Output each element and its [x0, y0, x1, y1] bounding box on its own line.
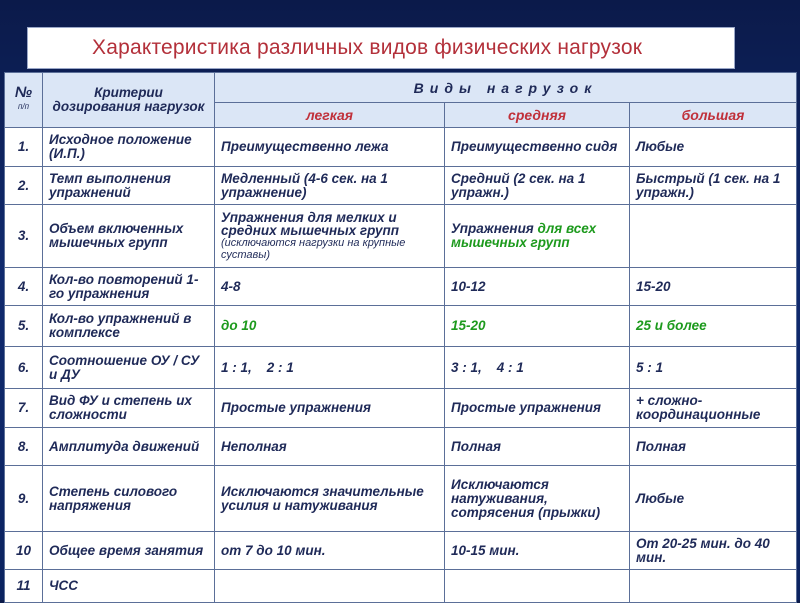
row-number: 1.	[5, 128, 43, 167]
row-heavy: 5 : 1	[630, 347, 797, 389]
row-criterion: Амплитуда движений	[43, 428, 215, 466]
row-light: Исключаются значительные усилия и натуживания	[215, 466, 445, 532]
row-medium: 15-20	[445, 306, 630, 347]
row-number: 5.	[5, 306, 43, 347]
row-number: 4.	[5, 268, 43, 306]
row-light: Простые упражнения	[215, 389, 445, 428]
row-medium-green: для всех мышечных групп	[451, 221, 597, 250]
row-heavy	[630, 570, 797, 603]
row-criterion: Кол-во повторений 1-го упражнения	[43, 268, 215, 306]
row-number: 8.	[5, 428, 43, 466]
table-row	[5, 466, 797, 532]
table-row	[5, 205, 797, 268]
row-criterion: Кол-во упражнений в комплексе	[43, 306, 215, 347]
row-medium: 10-15 мин.	[445, 532, 630, 570]
row-light	[215, 570, 445, 603]
row-heavy: Полная	[630, 428, 797, 466]
table-row	[5, 428, 797, 466]
row-medium: 3 : 1, 4 : 1	[445, 347, 630, 389]
row-light: Преимущественно лежа	[215, 128, 445, 167]
table-row	[5, 570, 797, 603]
row-number: 3.	[5, 205, 43, 268]
row-medium	[445, 570, 630, 603]
row-criterion: Степень силового напряжения	[43, 466, 215, 532]
table-row	[5, 306, 797, 347]
header-type-medium: средняя	[445, 103, 630, 128]
row-light-main: Упражнения для мелких и средних мышечных групп	[221, 210, 400, 238]
table-row	[5, 128, 797, 167]
row-heavy: + сложно-координационные	[630, 389, 797, 428]
row-medium: Исключаются натуживания, сотрясения (прыжки)	[445, 466, 630, 532]
row-medium: Полная	[445, 428, 630, 466]
row-number: 2.	[5, 167, 43, 205]
table-row	[5, 347, 797, 389]
row-light: до 10	[215, 306, 445, 347]
row-criterion: Объем включенных мышечных групп	[43, 205, 215, 268]
row-criterion: Соотношение ОУ / СУ и ДУ	[43, 347, 215, 389]
row-light-note: (исключаются нагрузки на крупные суставы)	[221, 237, 406, 261]
row-number: 6.	[5, 347, 43, 389]
row-criterion: Исходное положение (И.П.)	[43, 128, 215, 167]
row-heavy: 25 и более	[630, 306, 797, 347]
row-heavy: Любые	[630, 128, 797, 167]
row-medium: Средний (2 сек. на 1 упражн.)	[445, 167, 630, 205]
row-heavy: 15-20	[630, 268, 797, 306]
slide-title: Характеристика различных видов физических нагрузок	[92, 36, 643, 59]
row-light: Неполная	[215, 428, 445, 466]
table-row	[5, 389, 797, 428]
row-number: 11	[5, 570, 43, 603]
header-criteria-cell: Критерии дозирования нагрузок	[43, 73, 215, 128]
row-criterion: Общее время занятия	[43, 532, 215, 570]
loads-table	[4, 72, 797, 603]
row-light: 1 : 1, 2 : 1	[215, 347, 445, 389]
table-row	[5, 268, 797, 306]
row-heavy	[630, 205, 797, 268]
row-heavy: Быстрый (1 сек. на 1 упражн.)	[630, 167, 797, 205]
row-number: 9.	[5, 466, 43, 532]
row-criterion: ЧСС	[43, 570, 215, 603]
header-kinds-cell: Виды нагрузок	[215, 73, 797, 103]
row-light: от 7 до 10 мин.	[215, 532, 445, 570]
row-medium-main: Упражнения	[451, 221, 534, 236]
table-row	[5, 532, 797, 570]
row-medium: 10-12	[445, 268, 630, 306]
slide-title-box	[27, 27, 735, 69]
row-light	[215, 205, 445, 268]
row-light: 4-8	[215, 268, 445, 306]
row-criterion: Вид ФУ и степень их сложности	[43, 389, 215, 428]
header-row-top	[5, 73, 797, 103]
row-medium: Простые упражнения	[445, 389, 630, 428]
row-criterion: Темп выполнения упражнений	[43, 167, 215, 205]
row-light: Медленный (4-6 сек. на 1 упражнение)	[215, 167, 445, 205]
row-medium: Преимущественно сидя	[445, 128, 630, 167]
row-heavy: Любые	[630, 466, 797, 532]
header-num-sub: п/п	[17, 102, 30, 111]
header-num-cell	[5, 73, 43, 128]
row-medium	[445, 205, 630, 268]
row-heavy: От 20-25 мин. до 40 мин.	[630, 532, 797, 570]
header-num-label: №	[14, 84, 33, 101]
row-number: 7.	[5, 389, 43, 428]
table-row	[5, 167, 797, 205]
header-type-heavy: большая	[630, 103, 797, 128]
header-type-light: легкая	[215, 103, 445, 128]
row-number: 10	[5, 532, 43, 570]
